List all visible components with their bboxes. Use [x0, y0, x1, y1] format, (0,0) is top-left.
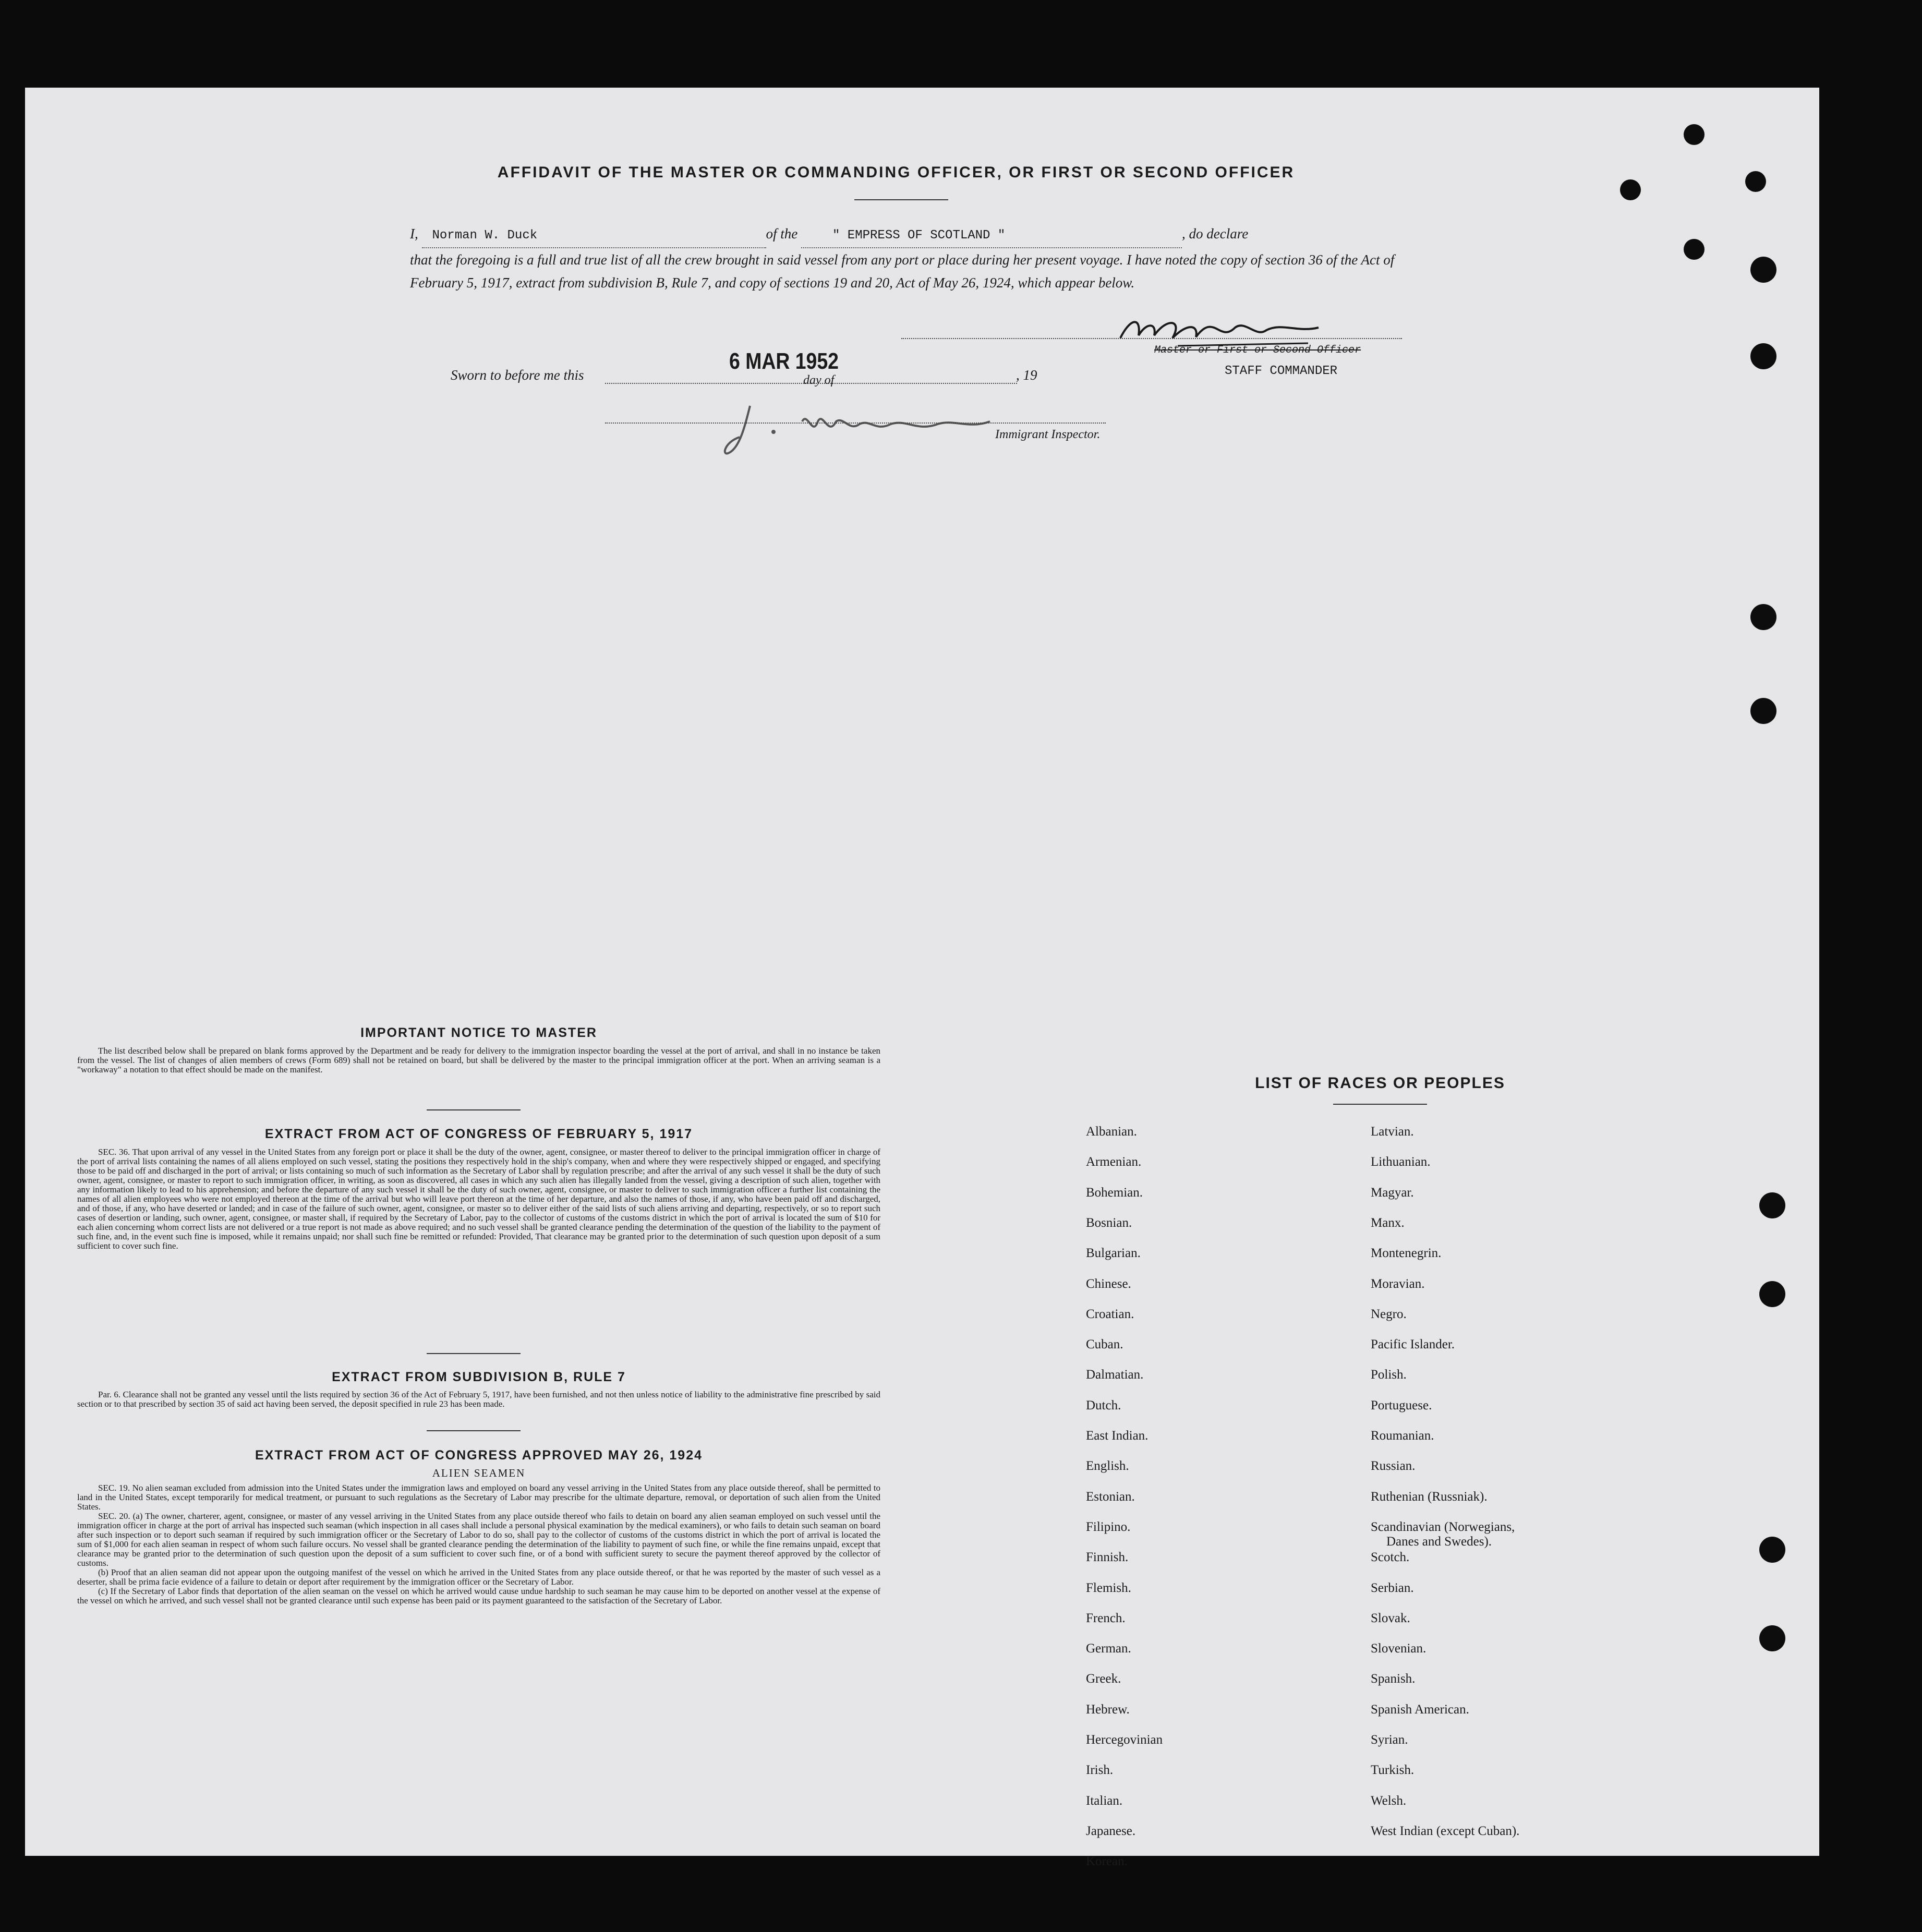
race-item: Polish.	[1371, 1368, 1407, 1382]
race-item: German.	[1086, 1641, 1131, 1656]
race-item: Estonian.	[1086, 1489, 1135, 1504]
inspector-label: Immigrant Inspector.	[995, 428, 1101, 441]
race-item: Moravian.	[1371, 1276, 1425, 1291]
race-item: Scotch.	[1371, 1550, 1410, 1565]
race-item: Bosnian.	[1086, 1215, 1132, 1230]
inspector-signature-line	[605, 422, 1106, 424]
document-page	[25, 88, 1819, 1869]
extract-rule7-heading: EXTRACT FROM SUBDIVISION B, RULE 7	[332, 1370, 626, 1384]
race-item: Irish.	[1086, 1763, 1114, 1778]
race-item: French.	[1086, 1611, 1126, 1625]
notice-text: The list described below shall be prepared on blank forms approved by the Department and be ready for delivery to the immigration inspector boarding the vessel at the port of arrival, and shall in no instance be taken from the vessel. The list of changes of alien members of crews (Form 689) shall not be retained on board, but shall be delivered by the master to the principal immigration officer at the port. When an arriving seaman is a "workaway" a notation to that effect should be made on the manifest.	[77, 1046, 880, 1074]
title-rule	[854, 199, 948, 200]
race-item: Finnish.	[1086, 1550, 1129, 1565]
officer-title: STAFF COMMANDER	[1225, 364, 1338, 378]
race-item: Russian.	[1371, 1459, 1416, 1474]
race-item: Japanese.	[1086, 1824, 1136, 1838]
race-item: Negro.	[1371, 1307, 1407, 1321]
race-item: Filipino.	[1086, 1519, 1131, 1534]
race-item: Albanian.	[1086, 1125, 1137, 1139]
punch-hole	[1750, 343, 1776, 369]
affidavit-statement: that the foregoing is a full and true list of all the crew brought in said vessel from any port or place during her present voyage. I have noted the copy of section 36 of the Act of February 5, 1917, extract from subdivision B, Rule 7, and copy of sections 19 and 20, Act of May 26, 1924, which appear below.	[410, 252, 1395, 291]
sec20c-text: (c) If the Secretary of Labor finds that deportation of the alien seaman on the vessel on which he arrived would cause undue hardship to such seaman he may cause him to be deported on another vessel at the expense of the vessel on which he arrived, and such vessel shall not be granted clearance until such expense has been paid or its payment guaranteed to the satisfaction of the Secretary of Labor.	[77, 1586, 880, 1605]
affidavit-prefix: I,	[410, 226, 418, 242]
race-item: Roumanian.	[1371, 1429, 1434, 1443]
punch-hole	[1620, 179, 1641, 200]
vessel-name: " EMPRESS OF SCOTLAND "	[832, 228, 1006, 243]
race-item: Latvian.	[1371, 1125, 1414, 1139]
of-the-label: of the	[766, 226, 798, 242]
race-item: Dalmatian.	[1086, 1368, 1144, 1382]
race-item: Hercegovinian	[1086, 1733, 1163, 1747]
race-item: West Indian (except Cuban).	[1371, 1824, 1520, 1838]
race-item: Greek.	[1086, 1672, 1121, 1686]
race-item: Flemish.	[1086, 1580, 1131, 1595]
date-stamp: 6 MAR 1952	[729, 348, 839, 374]
punch-hole	[1759, 1537, 1785, 1563]
race-item: Scandinavian (Norwegians,	[1371, 1519, 1515, 1534]
race-item: Danes and Swedes).	[1386, 1534, 1492, 1549]
punch-hole	[1759, 1192, 1785, 1218]
extract-1924-heading: EXTRACT FROM ACT OF CONGRESS APPROVED MAY 26, 1924	[255, 1448, 703, 1463]
race-item: Pacific Islander.	[1371, 1337, 1455, 1352]
race-item: Chinese.	[1086, 1276, 1131, 1291]
year-prefix: , 19	[1016, 367, 1037, 383]
sec20a-text: SEC. 20. (a) The owner, charterer, agent, consignee, or master of any vessel arriving in the United States from any place outside thereof who fails to detain on board any alien seaman employed on such vessel until the immigration officer in charge at the port of arrival has inspected such seaman (which inspection in all cases shall include a personal physical examination by the medical examiners), or who fails to detain such seaman on board after such inspection or to deport such seaman if required by such immigration officer or the Secretary of Labor to do so, shall pay to the collector of customs of the customs district in which the port of arrival is located the sum of $1,000 for each alien seaman in respect of whom such failure occurs. No vessel shall be granted clearance pending the determination of the liability to payment of such fine, or while the fine remains unpaid, except that clearance may be granted prior to the determination of such question upon the deposit of a sum sufficient to cover such fine, or of a bond with sufficient surety to secure the payment thereof approved by the collector of customs.	[77, 1511, 880, 1568]
race-item: Serbian.	[1371, 1580, 1414, 1595]
race-item: Bohemian.	[1086, 1185, 1143, 1200]
race-item: Manx.	[1371, 1215, 1405, 1230]
extract-1917-text: SEC. 36. That upon arrival of any vessel in the United States from any foreign port or place it shall be the duty of the owner, agent, consignee, or master thereof to deliver to the principal immigration officer in charge of the port of arrival lists containing the names of all aliens employed on such vessel, stating the positions they respectively hold in the ship's company, when and where they were respectively shipped or engaged, and specifying those to be paid off and discharged in the port of arrival; or lists containing so much of such information as the Secretary of Labor shall by regulation prescribe; and after the arrival of any such vessel it shall be the duty of such owner, agent, consignee, or master to report to such immigration officer, in writing, as soon as discovered, all cases in which any such alien has illegally landed from the vessel, giving a description of such alien, together with any information likely to lead to his apprehension; and before the departure of any such vessel it shall be the duty of such owner, agent, consignee, or master to deliver to such immigration officer a further list containing the names of all alien employees who were not employed thereon at the time of the arrival but who will leave port thereon at the time of her departure, and also the names of those, if any, who have been paid off and discharged, and of those, if any, who have deserted or landed; and in case of the failure of such owner, agent, consignee, or master so to deliver either of the said lists of such aliens arriving and departing, respectively, or so to report such cases of desertion or landing, such owner, agent, consignee, or master shall, if required by the Secretary of Labor, pay to the collector of customs of the customs district in which the port of arrival is located the sum of $10 for each alien concerning whom correct lists are not delivered or a true report is not made as above required; and no such vessel shall be granted clearance pending the determination of the question of the liability to the payment of such fine, and, in the event such fine is imposed, while it remains unpaid; nor shall such fine be remitted or refunded: Provided, That clearance may be granted prior to the determination of such question upon deposit of a sum sufficient to cover such fine.	[77, 1147, 880, 1251]
races-title: LIST OF RACES OR PEOPLES	[1255, 1074, 1505, 1092]
punch-hole	[1759, 1625, 1785, 1651]
race-item: Magyar.	[1371, 1185, 1414, 1200]
inspector-signature	[719, 395, 1011, 463]
do-declare-label: , do declare	[1182, 226, 1249, 242]
sec20b-text: (b) Proof that an alien seaman did not appear upon the outgoing manifest of the vessel on which he arrived in the United States from any place outside thereof, or that he was reported by the master of such vessel as a deserter, shall be prima facie evidence of a failure to detain or deport after requirement by the immigration officer or the Secretary of Labor.	[77, 1567, 880, 1587]
officer-signature-line	[901, 338, 1402, 339]
race-item: Spanish American.	[1371, 1702, 1469, 1717]
section-rule	[427, 1109, 521, 1110]
race-item: Armenian.	[1086, 1155, 1142, 1169]
extract-1917-heading: EXTRACT FROM ACT OF CONGRESS OF FEBRUARY 5, 1917	[264, 1127, 693, 1141]
race-item: Croatian.	[1086, 1307, 1134, 1321]
extract-rule7-text: Par. 6. Clearance shall not be granted any vessel until the lists required by section 36 of the Act of February 5, 1917, have been furnished, and not then unless notice of liability to the administrative fine prescribed by said section or to that prescribed by section 35 of said act having been served, the deposit specified in rule 23 has been made.	[77, 1390, 880, 1409]
extract-1924-body	[77, 1483, 880, 1605]
sworn-label: Sworn to before me this	[451, 367, 584, 383]
section-rule	[427, 1353, 521, 1354]
punch-hole	[1684, 124, 1705, 145]
affidavit-text	[410, 222, 1427, 294]
race-item: Turkish.	[1371, 1763, 1415, 1778]
notice-heading: IMPORTANT NOTICE TO MASTER	[360, 1025, 597, 1040]
extract-1924-subheading: ALIEN SEAMEN	[432, 1467, 526, 1479]
punch-hole	[1750, 257, 1776, 283]
race-item: Cuban.	[1086, 1337, 1123, 1352]
race-item: Lithuanian.	[1371, 1155, 1431, 1169]
race-item: Slovak.	[1371, 1611, 1410, 1625]
punch-hole	[1750, 698, 1776, 724]
race-item: Hebrew.	[1086, 1702, 1130, 1717]
officer-title-struck: Master or First or Second Officer	[1154, 344, 1361, 356]
section-rule	[427, 1430, 521, 1431]
punch-hole	[1750, 604, 1776, 630]
race-item: East Indian.	[1086, 1429, 1149, 1443]
race-item: Slovenian.	[1371, 1641, 1427, 1656]
punch-hole	[1759, 1281, 1785, 1307]
race-item: Italian.	[1086, 1793, 1123, 1808]
races-title-rule	[1333, 1104, 1427, 1105]
race-item: Spanish.	[1371, 1672, 1416, 1686]
race-item: Welsh.	[1371, 1793, 1407, 1808]
race-item: Ruthenian (Russniak).	[1371, 1489, 1488, 1504]
race-item: Syrian.	[1371, 1733, 1408, 1747]
punch-hole	[1684, 239, 1705, 260]
race-item: Montenegrin.	[1371, 1246, 1442, 1261]
officer-name: Norman W. Duck	[432, 228, 538, 243]
affidavit-title: AFFIDAVIT OF THE MASTER OR COMMANDING OFFICER, OR FIRST OR SECOND OFFICER	[497, 164, 1295, 181]
sec19-text: SEC. 19. No alien seaman excluded from admission into the United States under the immigration laws and employed on board any vessel arriving in the United States from any place outside thereof, shall be permitted to land in the United States, except temporarily for medical treatment, or pursuant to such regulations as the Secretary of Labor may prescribe for the ultimate departure, removal, or deportation of such alien from the United States.	[77, 1483, 880, 1512]
race-item: Portuguese.	[1371, 1398, 1432, 1412]
race-item: Dutch.	[1086, 1398, 1121, 1412]
race-item: Bulgarian.	[1086, 1246, 1141, 1261]
race-item: English.	[1086, 1459, 1129, 1474]
race-item: Korean.	[1086, 1854, 1128, 1869]
day-of-label: day of	[803, 373, 835, 387]
